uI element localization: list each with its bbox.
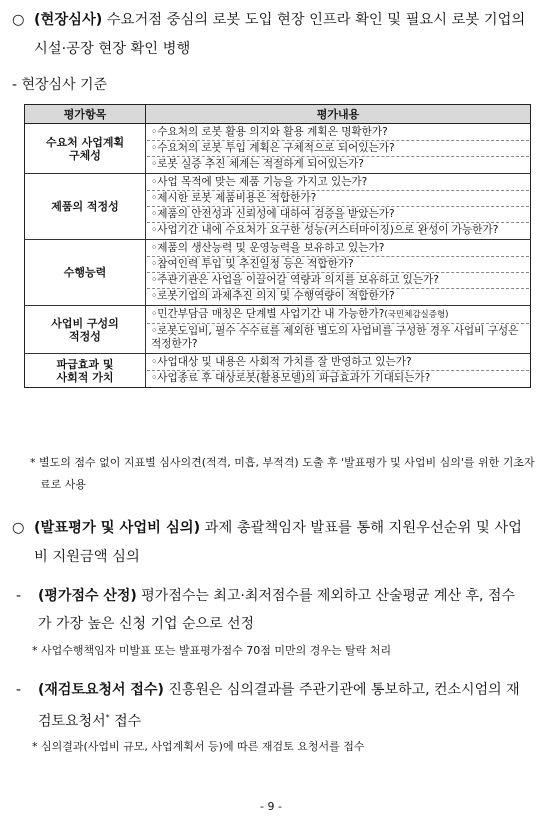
page-number: - 9 - xyxy=(260,800,282,813)
list-item: ◦제시한 로봇 제품비용은 적합한가? xyxy=(147,191,529,207)
dash-bullet: - xyxy=(16,682,22,698)
review-request-heading: (재검토요청서 접수) xyxy=(38,682,164,698)
table-row xyxy=(25,124,531,174)
row-category: 수요처 사업계획 구체성 xyxy=(25,124,146,174)
section-title: - 현장심사 기준 xyxy=(12,77,108,93)
presentation-review-text: 과제 총괄책임자 발표를 통해 지원우선순위 및 사업비 지원금액 심의 xyxy=(34,520,522,565)
row-category: 파급효과 및 사회적 가치 xyxy=(25,354,146,388)
list-item: ◦로봇 실증 추진 체계는 적절하게 되어있는가? xyxy=(151,158,364,170)
small-note: (국민체감실증형) xyxy=(384,310,449,320)
table-footnote: * 별도의 점수 없이 지표별 심사의견(적격, 미흡, 부적격) 도출 후 '발표평가 및 사업비 심의'를 위한 기초자료로 사용 xyxy=(30,456,535,491)
table-row xyxy=(25,306,531,354)
list-item: ◦사업기간 내에 수요처가 요구한 성능(커스터마이징)으로 완성이 가능한가? xyxy=(151,224,499,236)
list-item: ◦사업대상 및 내용은 사회적 가치를 잘 반영하고 있는가? xyxy=(147,355,529,371)
table-row xyxy=(25,174,531,240)
header-content: 평가내용 xyxy=(146,105,531,124)
list-item: ◦수요처의 로봇 활용 의지와 활용 계획은 명확한가? xyxy=(147,125,529,141)
score-calculation-item xyxy=(16,582,526,638)
row-category: 제품의 적정성 xyxy=(25,174,146,240)
review-request-text: 진흥원은 심의결과를 주관기관에 통보하고, 컨소시엄의 재검토요청서 xyxy=(38,682,520,730)
list-item: ◦로봇기업의 과제추진 의지 및 수행역량이 적합한가? xyxy=(151,290,395,302)
row-items xyxy=(146,174,531,240)
list-item: ◦제품의 안전성과 신뢰성에 대하여 검증을 받았는가? xyxy=(147,207,529,223)
circle-bullet: ○ xyxy=(12,520,25,536)
review-request-note: * 심의결과(사업비 규모, 사업계획서 등)에 따른 재검토 요청서를 접수 xyxy=(32,740,365,753)
presentation-review-paragraph xyxy=(12,514,532,572)
score-calculation-heading: (평가점수 산정) xyxy=(38,588,137,604)
table-row xyxy=(25,240,531,306)
list-item: ◦주관기관은 사업을 이끌어갈 역량과 의지를 보유하고 있는가? xyxy=(147,273,529,289)
list-item: ◦사업 목적에 맞는 제품 기능을 가지고 있는가? xyxy=(147,175,529,191)
on-site-review-paragraph xyxy=(12,6,532,64)
dash-bullet: - xyxy=(16,588,22,604)
circle-bullet: ○ xyxy=(12,12,25,28)
list-item: ◦로봇도입비, 필수 수수료를 제외한 별도의 사업비를 구성한 경우 사업비 구성은 적정한가? xyxy=(151,325,519,350)
row-items xyxy=(146,354,531,388)
score-calculation-note: * 사업수행책임자 미발표 또는 발표평가점수 70점 미만의 경우는 탈락 처리 xyxy=(32,644,392,657)
row-items xyxy=(146,306,531,354)
evaluation-table xyxy=(24,104,531,388)
table-row xyxy=(25,354,531,388)
list-item: ◦수요처의 로봇 투입 계획은 구체적으로 되어있는가? xyxy=(147,141,529,157)
list-item: ◦제품의 생산능력 및 운영능력을 보유하고 있는가? xyxy=(147,241,529,257)
row-items xyxy=(146,240,531,306)
list-item: ◦사업종료 후 대상로봇(활용모델)의 파급효과가 기대되는가? xyxy=(151,372,431,384)
score-calculation-text: 평가점수는 최고·최저점수를 제외하고 산술평균 계산 후, 점수가 가장 높은 신청 기업 순으로 선정 xyxy=(38,588,515,632)
presentation-review-heading: (발표평가 및 사업비 심의) xyxy=(34,520,201,536)
on-site-review-heading: (현장심사) xyxy=(34,12,103,28)
footnote-marker: * xyxy=(105,713,110,722)
review-request-text-end: 접수 xyxy=(109,713,142,730)
review-request-item xyxy=(16,676,526,736)
header-category: 평가항목 xyxy=(25,105,146,124)
list-item: ◦민간부담금 매칭은 단계별 사업기간 내 가능한가?(국민체감실증형) xyxy=(147,307,529,324)
list-item: ◦참여인력 투입 및 추진일정 등은 적합한가? xyxy=(147,257,529,273)
on-site-review-text: 수요거점 중심의 로봇 도입 현장 인프라 확인 및 필요시 로봇 기업의 시설·공장 현장 확인 병행 xyxy=(34,12,526,57)
table-header-row xyxy=(25,105,531,124)
row-items xyxy=(146,124,531,174)
row-category: 수행능력 xyxy=(25,240,146,306)
row-category: 사업비 구성의 적정성 xyxy=(25,306,146,354)
